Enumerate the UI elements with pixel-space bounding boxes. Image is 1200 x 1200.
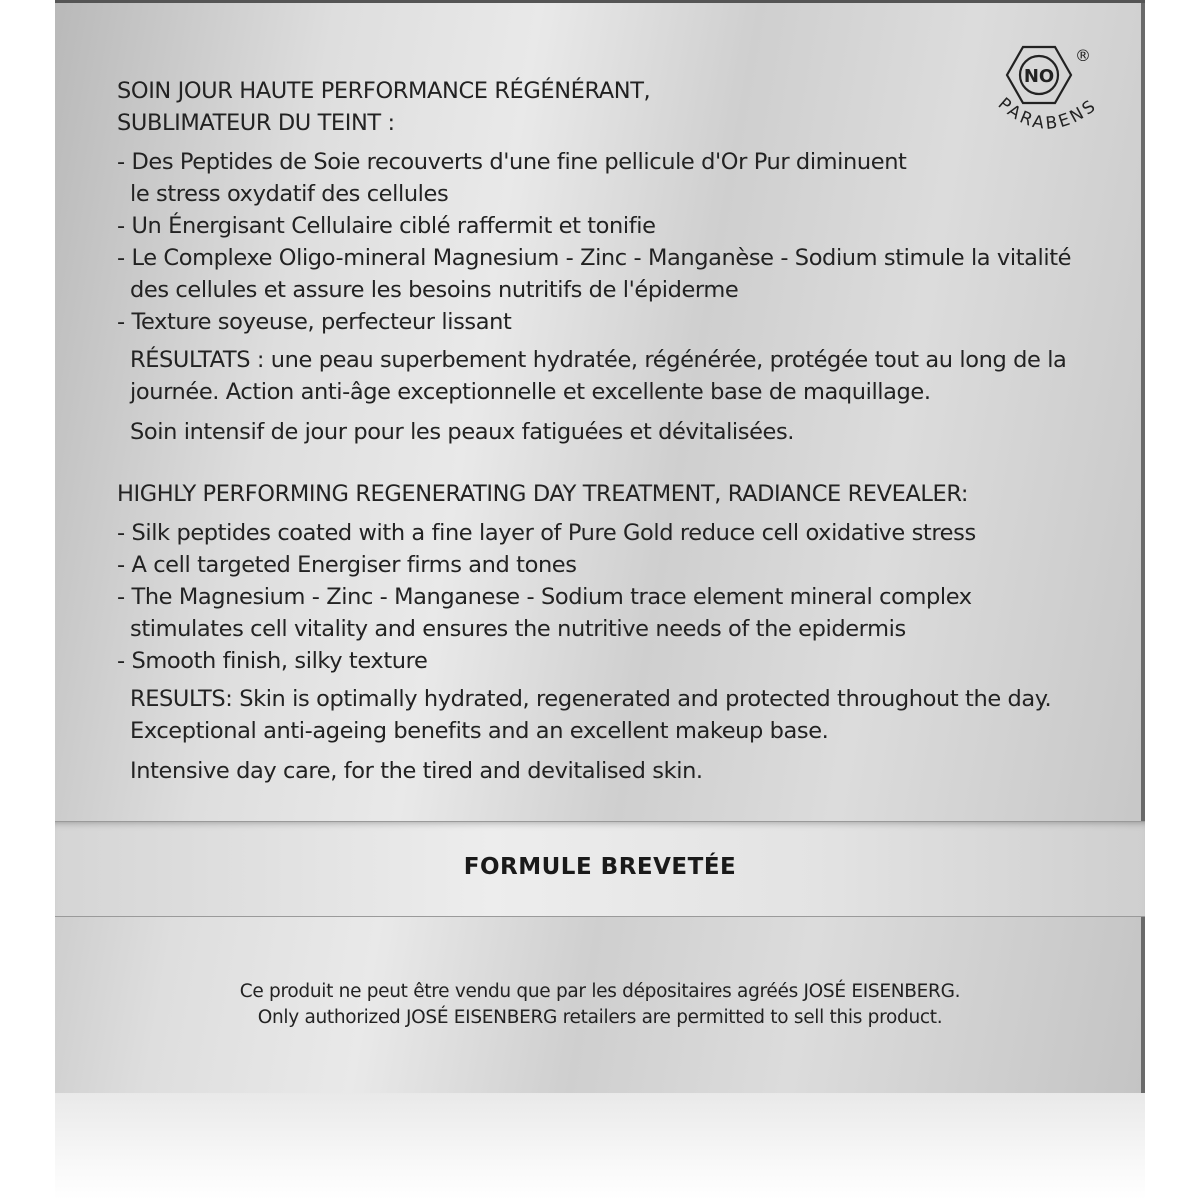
english-heading: HIGHLY PERFORMING REGENERATING DAY TREATMENT, RADIANCE REVEALER: bbox=[117, 481, 969, 507]
list-item bbox=[117, 549, 1127, 581]
french-care: Soin intensif de jour pour les peaux fatiguées et dévitalisées. bbox=[130, 419, 795, 445]
list-item bbox=[117, 581, 1127, 645]
bullet-line: - Des Peptides de Soie recouverts d'une fine pellicule d'Or Pur diminuent bbox=[117, 149, 907, 175]
english-bullet-list bbox=[117, 517, 1127, 677]
french-results bbox=[130, 344, 1127, 408]
patent-band bbox=[55, 821, 1145, 917]
retailer-notice-en: Only authorized JOSÉ EISENBERG retailers are permitted to sell this product. bbox=[257, 1007, 943, 1028]
english-results bbox=[130, 683, 1127, 747]
bullet-line: - A cell targeted Energiser firms and tones bbox=[117, 552, 577, 578]
list-item bbox=[117, 517, 1127, 549]
bullet-line: - Texture soyeuse, perfecteur lissant bbox=[117, 309, 512, 335]
french-heading bbox=[117, 75, 1127, 139]
bullet-line: - Silk peptides coated with a fine layer of Pure Gold reduce cell oxidative stress bbox=[117, 520, 976, 546]
badge-arc-text: PARABENS bbox=[993, 93, 1102, 134]
carton-panel bbox=[55, 0, 1145, 1093]
patent-label: FORMULE BREVETÉE bbox=[463, 854, 737, 880]
bullet-line: - The Magnesium - Zinc - Manganese - Sodium trace element mineral complex bbox=[117, 584, 972, 610]
bullet-line: - Un Énergisant Cellulaire ciblé raffermit et tonifie bbox=[117, 213, 656, 239]
bullet-line: - Le Complexe Oligo-mineral Magnesium - Zinc - Manganèse - Sodium stimule la vitalité bbox=[117, 245, 1072, 271]
list-item bbox=[117, 146, 1127, 210]
list-item bbox=[117, 210, 1127, 242]
bullet-line: le stress oxydatif des cellules bbox=[130, 181, 449, 207]
french-bullet-list bbox=[117, 146, 1127, 338]
list-item bbox=[117, 242, 1127, 306]
bullet-line: - Smooth finish, silky texture bbox=[117, 648, 428, 674]
results-line: RÉSULTATS : une peau superbement hydratée, régénérée, protégée tout au long de la bbox=[130, 347, 1067, 373]
results-line: RESULTS: Skin is optimally hydrated, regenerated and protected throughout the day. bbox=[130, 686, 1052, 712]
results-line: Exceptional anti-ageing benefits and an excellent makeup base. bbox=[130, 718, 829, 744]
bullet-line: stimulates cell vitality and ensures the nutritive needs of the epidermis bbox=[130, 616, 906, 642]
badge-registered-mark: ® bbox=[1075, 46, 1091, 65]
panel-edge bbox=[1141, 3, 1145, 1093]
retailer-notice-fr: Ce produit ne peut être vendu que par les dépositaires agréés JOSÉ EISENBERG. bbox=[239, 981, 961, 1002]
english-care: Intensive day care, for the tired and devitalised skin. bbox=[130, 758, 703, 784]
results-line: journée. Action anti-âge exceptionnelle et excellente base de maquillage. bbox=[130, 379, 931, 405]
ingredients-text bbox=[117, 75, 1127, 787]
french-heading-line: SOIN JOUR HAUTE PERFORMANCE RÉGÉNÉRANT, bbox=[117, 78, 651, 104]
list-item bbox=[117, 306, 1127, 338]
bullet-line: des cellules et assure les besoins nutritifs de l'épiderme bbox=[130, 277, 739, 303]
french-heading-line: SUBLIMATEUR DU TEINT : bbox=[117, 110, 395, 136]
list-item bbox=[117, 645, 1127, 677]
retailer-notice bbox=[55, 979, 1145, 1031]
carton-lower-edge bbox=[55, 1093, 1145, 1200]
badge-center-text: NO bbox=[1023, 66, 1055, 87]
